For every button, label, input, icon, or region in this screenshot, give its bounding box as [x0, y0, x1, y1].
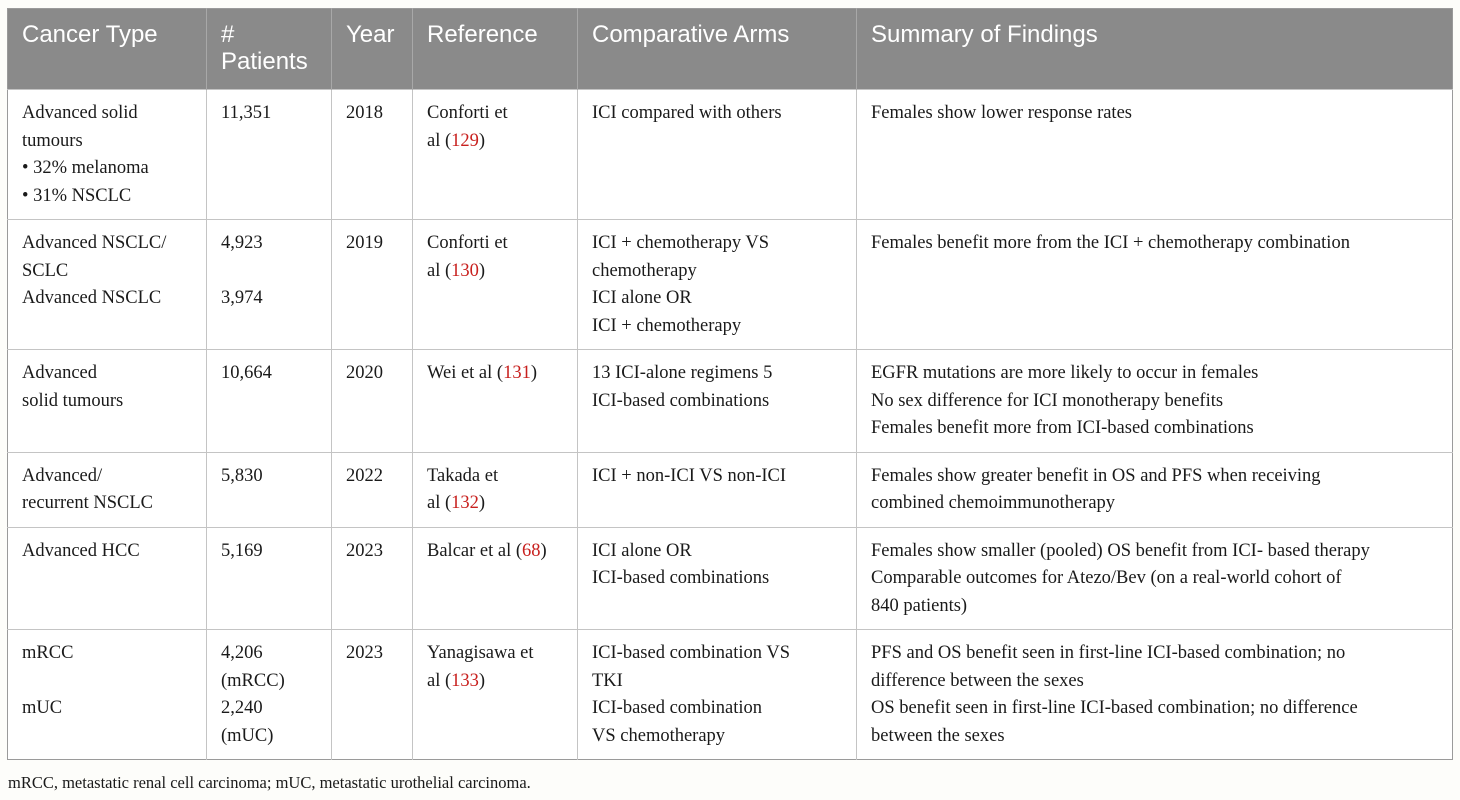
cell-comparative-arms	[578, 527, 857, 630]
cell-cancer-type	[8, 220, 207, 350]
header-row	[8, 9, 1453, 90]
arms-line: ICI + non-ICI VS non-ICI	[592, 465, 787, 486]
reference-number-link[interactable]: 68	[522, 540, 541, 561]
patients-line: 4,923	[221, 233, 263, 253]
findings-line: difference between the sexes	[871, 670, 1084, 691]
cell-summary-of-findings	[857, 630, 1453, 760]
cell-summary-of-findings	[857, 350, 1453, 453]
cell-year: 2020	[332, 350, 413, 453]
reference-author: al (	[427, 260, 452, 281]
header-year: Year	[332, 9, 413, 90]
cell-cancer-type	[8, 527, 207, 630]
cell-comparative-arms	[578, 220, 857, 350]
reference-close-paren: )	[478, 260, 486, 281]
cancer-type-line: Advanced NSCLC	[22, 288, 162, 308]
patients-line: 2,240	[221, 698, 263, 718]
header-comparative-arms: Comparative Arms	[578, 9, 857, 90]
patients-line: 5,830	[221, 465, 263, 486]
reference-author: Conforti et	[427, 103, 508, 123]
findings-line: OS benefit seen in first-line ICI-based combination; no difference	[871, 698, 1358, 718]
cell-summary-of-findings	[857, 527, 1453, 630]
cell-reference	[413, 90, 578, 220]
cell-reference	[413, 527, 578, 630]
reference-close-paren: )	[478, 670, 486, 691]
findings-line: Females show greater benefit in OS and PFS when receiving	[871, 465, 1321, 486]
arms-line: ICI compared with others	[592, 103, 782, 123]
table-row	[8, 220, 1453, 350]
reference-line	[427, 230, 567, 258]
arms-line: TKI	[592, 670, 623, 691]
findings-line: combined chemoimmunotherapy	[871, 493, 1116, 513]
patients-line: 4,206	[221, 643, 263, 663]
table-row	[8, 350, 1453, 453]
reference-number-link[interactable]: 129	[451, 130, 479, 151]
table-header	[8, 9, 1453, 90]
findings-line: Females benefit more from ICI-based combinations	[871, 418, 1254, 438]
reference-close-paren: )	[540, 540, 547, 561]
reference-line	[427, 640, 567, 668]
patients-line: (mUC)	[221, 725, 274, 746]
reference-close-paren: )	[530, 363, 537, 383]
reference-number-link[interactable]: 130	[451, 260, 479, 281]
arms-line: ICI alone OR	[592, 288, 692, 308]
reference-number-link[interactable]: 131	[503, 363, 531, 383]
reference-close-paren: )	[478, 493, 486, 513]
cell-summary-of-findings	[857, 90, 1453, 220]
cancer-type-line: recurrent NSCLC	[22, 493, 154, 513]
cell-summary-of-findings	[857, 452, 1453, 527]
cell-patients	[207, 350, 332, 453]
patients-line: 11,351	[221, 103, 272, 123]
arms-line: ICI-based combinations	[592, 568, 770, 588]
table-footnote: mRCC, metastatic renal cell carcinoma; mUC, metastatic urothelial carcinoma.	[8, 773, 531, 792]
cancer-type-line: mRCC	[22, 643, 74, 663]
cancer-type-line: SCLC	[22, 260, 69, 281]
table-row	[8, 630, 1453, 760]
reference-author: al (	[427, 670, 452, 691]
arms-line: ICI alone OR	[592, 540, 692, 561]
reference-close-paren: )	[478, 130, 486, 151]
cell-cancer-type	[8, 452, 207, 527]
cell-reference	[413, 630, 578, 760]
findings-line: Females show lower response rates	[871, 103, 1132, 123]
reference-author: Balcar et al (	[427, 540, 523, 561]
table-container	[7, 8, 1452, 760]
cancer-type-line: Advanced solid	[22, 103, 138, 123]
reference-line	[427, 258, 567, 286]
findings-line: between the sexes	[871, 725, 1005, 746]
cell-year: 2023	[332, 527, 413, 630]
header-summary-of-findings: Summary of Findings	[857, 9, 1453, 90]
cell-comparative-arms	[578, 452, 857, 527]
findings-line: 840 patients)	[871, 595, 968, 616]
cell-reference	[413, 452, 578, 527]
arms-line: chemotherapy	[592, 260, 697, 281]
cancer-subtype-bullet: • 32% melanoma	[22, 155, 196, 183]
arms-line: ICI-based combination VS	[592, 643, 790, 663]
reference-line	[427, 463, 567, 491]
header-patients: # Patients	[207, 9, 332, 90]
findings-line: PFS and OS benefit seen in first-line ICI-based combination; no	[871, 643, 1346, 663]
patients-line: (mRCC)	[221, 670, 285, 691]
arms-line: ICI-based combinations	[592, 390, 770, 411]
cell-year: 2022	[332, 452, 413, 527]
cell-year: 2023	[332, 630, 413, 760]
cancer-subtype-bullet: • 31% NSCLC	[22, 183, 196, 211]
reference-line	[427, 538, 567, 566]
reference-line	[427, 668, 567, 696]
reference-author: al (	[427, 130, 452, 151]
patients-spacer	[221, 258, 321, 286]
cancer-type-line: Advanced	[22, 363, 97, 383]
cell-reference	[413, 220, 578, 350]
cell-cancer-type	[8, 630, 207, 760]
reference-author: Wei et al (	[427, 363, 504, 383]
reference-number-link[interactable]: 133	[451, 670, 479, 691]
patients-line: 3,974	[221, 288, 263, 308]
cancer-type-line: Advanced NSCLC/	[22, 233, 167, 253]
arms-line: ICI-based combination	[592, 698, 763, 718]
table-row	[8, 452, 1453, 527]
cell-patients	[207, 630, 332, 760]
cancer-type-line: mUC	[22, 698, 63, 718]
cell-patients	[207, 220, 332, 350]
cell-patients	[207, 90, 332, 220]
findings-table	[7, 8, 1453, 760]
patients-line: 5,169	[221, 540, 263, 561]
cell-summary-of-findings	[857, 220, 1453, 350]
reference-line	[427, 490, 567, 518]
findings-line: Comparable outcomes for Atezo/Bev (on a real-world cohort of	[871, 568, 1342, 588]
reference-author: al (	[427, 493, 452, 513]
cell-year: 2018	[332, 90, 413, 220]
cell-comparative-arms	[578, 630, 857, 760]
reference-line	[427, 128, 567, 156]
arms-line: VS chemotherapy	[592, 725, 726, 746]
table-row	[8, 90, 1453, 220]
findings-line: Females benefit more from the ICI + chemotherapy combination	[871, 233, 1350, 253]
patients-line: 10,664	[221, 363, 272, 383]
table-body	[8, 90, 1453, 760]
header-cancer-type: Cancer Type	[8, 9, 207, 90]
cancer-type-line: solid tumours	[22, 390, 124, 411]
findings-line: EGFR mutations are more likely to occur in females	[871, 363, 1259, 383]
arms-line: 13 ICI-alone regimens 5	[592, 363, 773, 383]
cancer-type-line: tumours	[22, 130, 83, 151]
findings-line: No sex difference for ICI monotherapy benefits	[871, 390, 1224, 411]
reference-line	[427, 100, 567, 128]
arms-line: ICI + chemotherapy	[592, 315, 742, 336]
cell-patients	[207, 527, 332, 630]
reference-author: Conforti et	[427, 233, 508, 253]
arms-line: ICI + chemotherapy VS	[592, 233, 770, 253]
reference-author: Takada et	[427, 465, 499, 486]
table-row	[8, 527, 1453, 630]
cancer-type-spacer	[22, 668, 196, 696]
cell-reference	[413, 350, 578, 453]
cell-comparative-arms	[578, 90, 857, 220]
reference-author: Yanagisawa et	[427, 643, 534, 663]
findings-line: Females show smaller (pooled) OS benefit from ICI- based therapy	[871, 540, 1370, 561]
cancer-type-line: Advanced/	[22, 465, 103, 486]
cell-comparative-arms	[578, 350, 857, 453]
cell-cancer-type	[8, 90, 207, 220]
reference-number-link[interactable]: 132	[451, 493, 479, 513]
header-reference: Reference	[413, 9, 578, 90]
cancer-type-line: Advanced HCC	[22, 540, 140, 561]
cell-cancer-type	[8, 350, 207, 453]
cell-year: 2019	[332, 220, 413, 350]
cell-patients	[207, 452, 332, 527]
reference-line	[427, 360, 567, 388]
